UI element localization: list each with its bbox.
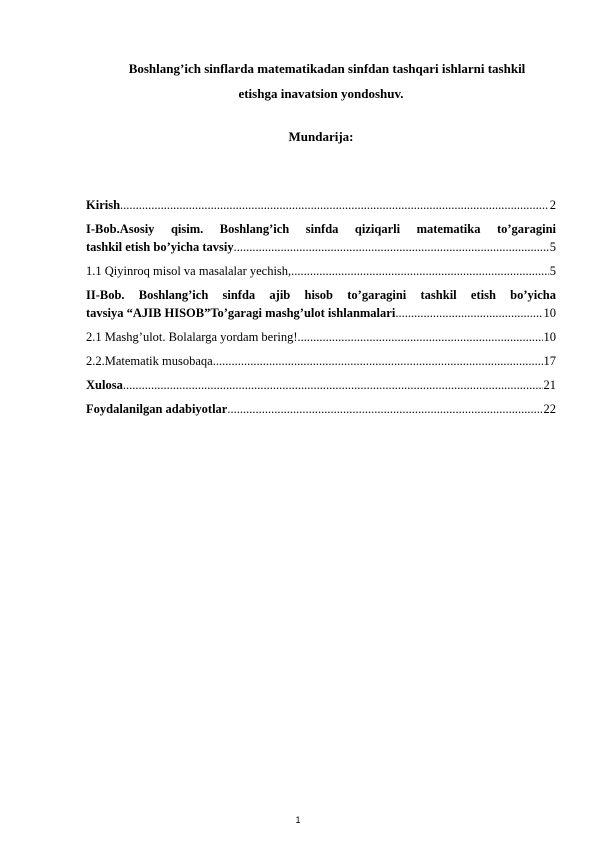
toc-entry-references[interactable] <box>86 400 556 418</box>
contents-heading: Mundarija: <box>288 129 354 144</box>
toc-leader-dots <box>213 352 543 370</box>
toc-entry-kirish[interactable] <box>86 196 556 214</box>
toc-entry-text: tashkil etish bo’yicha tavsiy <box>86 240 234 254</box>
toc-entry-text: Xulosa <box>86 378 123 392</box>
toc-leader-dots <box>395 304 542 322</box>
toc-page-number: 17 <box>543 354 556 368</box>
toc-entry-xulosa[interactable] <box>86 376 556 394</box>
toc-leader-dots <box>123 376 543 394</box>
toc-leader-dots <box>120 196 549 214</box>
toc-entry-text-line-1: II-Bob. Boshlang’ich sinfda ajib hisob to’garagini tashkil etish bo’yicha <box>86 288 556 302</box>
toc-entry-text: 2.2.Matematik musobaqa <box>86 354 213 368</box>
toc-page-number: 10 <box>543 306 556 320</box>
toc-entry-section-1-1[interactable] <box>86 262 556 280</box>
toc-leader-dots <box>291 262 549 280</box>
toc-leader-dots <box>227 400 542 418</box>
toc-page-number: 21 <box>543 378 556 392</box>
toc-entry-text: tavsiya “AJIB HISOB”To’garagi mashg’ulot ishlanmalari <box>86 306 396 320</box>
toc-entry-text: 2.1 Mashg’ulot. Bolalarga yordam bering! <box>86 330 298 344</box>
title-line-2: etishga inavatsion yondoshuv. <box>238 86 404 101</box>
toc-entry-section-2-2[interactable] <box>86 352 556 370</box>
toc-entry-chapter-2[interactable] <box>86 286 556 322</box>
toc-leader-dots <box>234 238 549 256</box>
toc-page-number: 22 <box>543 402 556 416</box>
toc-entry-text: 1.1 Qiyinroq misol va masalalar yechish, <box>86 264 292 278</box>
toc-leader-dots <box>298 328 543 346</box>
toc-entry-section-2-1[interactable] <box>86 328 556 346</box>
toc-page-number: 5 <box>549 264 556 278</box>
toc-page-number: 2 <box>549 198 556 212</box>
toc-entry-chapter-1[interactable] <box>86 220 556 256</box>
page-number: 1 <box>295 815 301 825</box>
toc-entry-text: Foydalanilgan adabiyotlar <box>86 402 228 416</box>
table-of-contents <box>86 196 556 418</box>
toc-page-number: 5 <box>549 240 556 254</box>
toc-page-number: 10 <box>543 330 556 344</box>
title-line-1: Boshlang’ich sinflarda matematikadan sinfdan tashqari ishlarni tashkil <box>128 61 526 76</box>
toc-entry-text-line-1: I-Bob.Asosiy qisim. Boshlang’ich sinfda qiziqarli matematika to’garagini <box>86 222 556 236</box>
document-title <box>86 56 556 106</box>
toc-entry-text: Kirish <box>86 198 121 212</box>
